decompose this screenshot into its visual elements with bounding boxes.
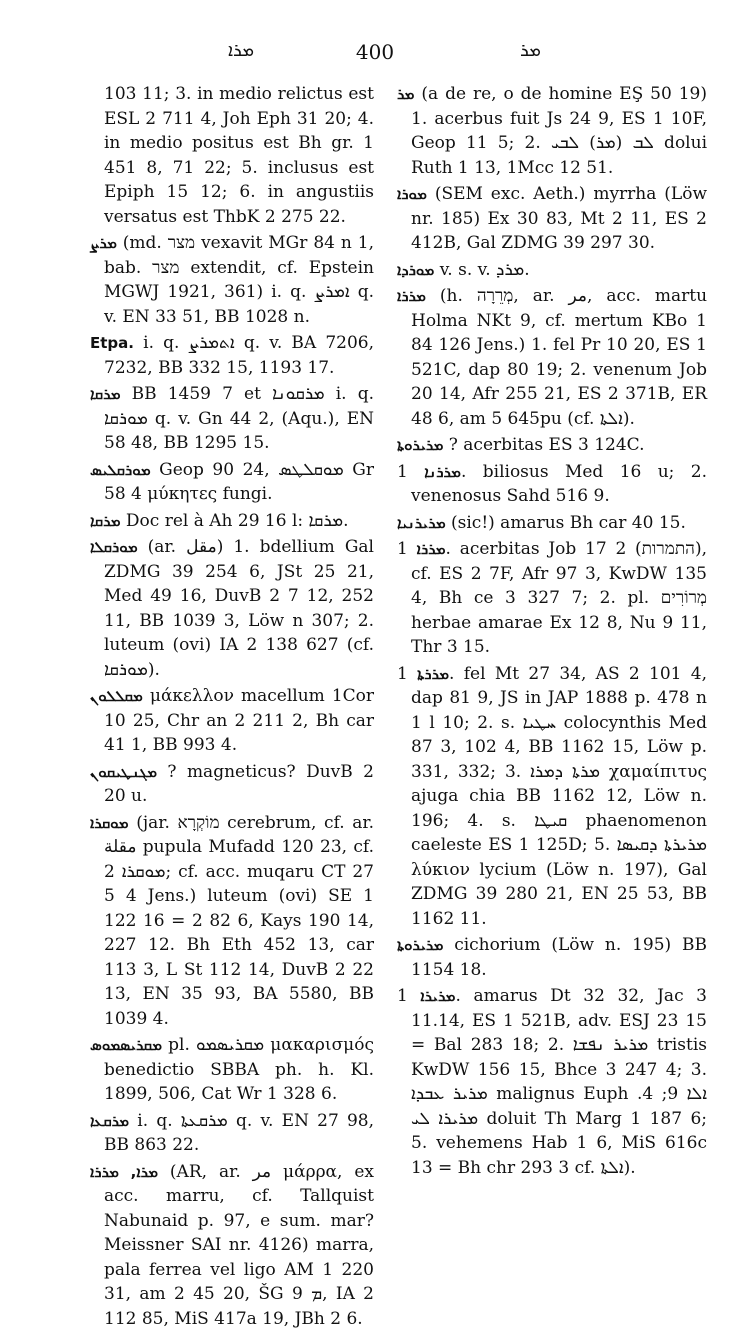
entry-headword: ܡܪܩܐ	[90, 512, 121, 530]
dictionary-entry	[397, 82, 707, 180]
page-header	[0, 40, 750, 70]
entry-headword: ܡܪܪܬܐ	[417, 665, 449, 683]
entry-text: 103 11; 3. in medio relictus est ESL 2 711 4, Joh Eph 31 20; 4. in medio positus est Bh gr. 1 451 8, 71 22; 5. inclusus est Epiph 15 12; 6. in angustiis versatus est ThbK 2 275 22.	[104, 84, 374, 227]
entry-headword: ܡܪܝܪܘܬܐ	[397, 936, 443, 954]
dictionary-entry	[397, 511, 707, 536]
entry-text: μάκελλον macellum 1Cor 10 25, Chr an 2 211 2, Bh car 41 1, BB 993 4.	[104, 686, 374, 755]
entry-headword: ܡܘܩܪܐ	[90, 814, 129, 832]
entry-headword: ܡܪܩܐ	[90, 385, 121, 403]
entry-text: Doc rel à Ah 29 16 l: ܡܪܩܐ.	[126, 511, 349, 531]
entry-text: cichorium (Löw n. 195) BB 1154 18.	[411, 935, 707, 980]
entry-text: i. q. ܐܬܡܪܨ q. v. BA 7206, 7232, BB 332 15, 1193 17.	[104, 333, 374, 378]
entry-text: (a de re, o de homine EŞ 50 19) 1. acerbus fuit Js 24 9, ES 1 10F, Geop 11 5; 2. ܠܒ (ܡܪ) ܠܒܝ dolui Ruth 1 13, 1Mcc 12 51.	[411, 84, 707, 178]
entry-text: v. s. v. ܡܪܕ.	[440, 260, 530, 280]
dictionary-entry	[397, 984, 707, 1180]
entry-headword: ܡܪܩܥܐ	[90, 1112, 129, 1130]
dictionary-entry	[90, 535, 374, 682]
entry-headword: ܡܘܪܩܠܐ	[90, 538, 138, 556]
entry-text: (AR, ar. مر μάρρα, ex acc. marru, cf. Tallquist Nabunaid p. 97, e sum. mar? Meissner SAI nr. 4126) marra, pala ferrea vel ligo AM 1 220 31, am 2 45 20, ŠG ܡ 9, IA 2 112 85, MiS 417a 19, JBh 2 6.	[104, 1162, 374, 1329]
dictionary-entry	[397, 460, 707, 509]
entry-text: 1. biliosus Med 16 u; 2. venenosus Sahd 516 9.	[397, 462, 707, 507]
entry-headword: ܡܪܐ, ܡܪܪܐ	[90, 1163, 158, 1181]
entry-headword: ܡܪܝܪܐ	[420, 987, 455, 1005]
entry-text: (jar. מוֹקְרָא cerebrum, cf. ar. مقلة pupula Mufadd 120 23, cf. ܡܘܩܪܐ 2; cf. acc. muqaru CT 27 5 4 Jens.) luteum (ovi) SE 1 122 16 = 2 82 6, Kays 190 14, 227 12. Bh Eth 452 13, car 113 3, L St 112 14, DuvB 2 22 13, EN 35 93, BA 5580, BB 1039 4.	[104, 813, 374, 1029]
entry-text: i. q. ܡܪܩܥܬܐ q. v. EN 27 98, BB 863 22.	[104, 1111, 374, 1156]
entry-headword: ܡܘܪܩܠܝܣ	[90, 461, 151, 479]
entry-text: 1. fel Mt 27 34, AS 2 101 4, dap 81 9, JS in JAP 1888 p. 478 n 1 l 10; 2. s. ܚܛܝܐ colocynthis Med 87 3, 102 4, BB 1162 15, Löw p. 331, 332; 3. ܡܪܬܐ ܕܡܪܐ χαμαίπιτυς ajuga chia BB 1162 12, Löw n. 196; 4. s. ܩܝܛܐ phaenomenon caeleste ES 1 125D; 5. ܡܪܝܪܬܐ ܕܩܝܣܐ λύκιον lycium (Löw n. 197), Gal ZDMG 39 280 21, EN 25 53, BB 1162 11.	[397, 664, 707, 929]
dictionary-entry	[90, 684, 374, 758]
entry-text: Geop 90 24, ܡܘܩܠܛܣ Gr 58 4 μύκητες fungi.	[104, 460, 374, 505]
dictionary-entry	[90, 509, 374, 534]
dictionary-entry	[90, 458, 374, 507]
entry-text: 1. amarus Dt 32 32, Jac 3 11.14, ES 1 521B, adv. ESJ 23 15 = Bal 283 18; 2. ܡܪܝܪ ܢܦܫܐ tristis KwDW 156 15, Bhce 3 247 4; 3. ܡܪܝܪ ܥܒܕܐ malignus Euph ܐܠܐ 9; 4. ܡܪܝܪܐ ܠܝ doluit Th Marg 1 187 6; 5. vehemens Hab 1 6, MiS 616c 13 = Bh chr 293 3 cf. ܐܠܬܐ).	[397, 986, 707, 1178]
entry-headword: ܡܘܪܕܐ	[397, 261, 434, 279]
dictionary-entry	[90, 1033, 374, 1107]
dictionary-entry	[397, 537, 707, 660]
entry-headword: ܡܩܠܠܘܢ	[90, 687, 143, 705]
entry-headword: ܡܪܪܐ	[417, 540, 446, 558]
left-column	[90, 82, 374, 1202]
running-head-left: ܡܪܐ	[228, 40, 254, 61]
dictionary-entry	[90, 231, 374, 329]
dictionary-entry	[90, 760, 374, 809]
dictionary-entry	[90, 82, 374, 229]
entry-text: (h. מְרֵרָה, ar. مر, acc. martu Holma NKt 9, cf. mertum KBo 1 84 126 Jens.) 1. fel Pr 10 20, ES 1 521C, dap 80 19; 2. venenum Job 20 14, Afr 255 21, ES 2 371B, ER 48 6, am 5 645pu (cf. ܐܠܬܐ).	[411, 286, 707, 429]
entry-headword: ܡܓܢܛܝܩܘܢ	[90, 763, 157, 781]
entry-headword: ܡܪ	[397, 85, 414, 103]
dictionary-entry	[397, 182, 707, 256]
entry-headword: ܡܪܪܢܐ	[424, 463, 461, 481]
dictionary-entry	[397, 258, 707, 283]
entry-text: (sic!) amarus Bh car 40 15.	[451, 513, 686, 533]
entry-text: 1. acerbitas Job 17 2 (התמרות), cf. ES 2 7F, Afr 97 3, KwDW 135 4, Bh ce 3 327 7; 2. pl. מְרוֹרִים herbae amarae Ex 12 8, Nu 9 11, Thr 3 15.	[397, 539, 707, 657]
dictionary-entry	[90, 811, 374, 1032]
entry-headword: ܡܘܪܐ	[397, 185, 427, 203]
entry-headword: Etpa.	[90, 334, 134, 352]
page-number: 400	[0, 40, 750, 64]
running-head-right: ܡܪ	[520, 40, 541, 61]
entry-headword: ܡܩܪܝܣܡܘܣ	[90, 1036, 162, 1054]
entry-headword: ܡܪܪܐ	[397, 287, 426, 305]
entry-text: (md. מצר vexavit MGr 84 n 1, bab. מצר extendit, cf. Epstein MGWJ 1921, 361) i. q. ܐܡܪܨ q. v. EN 33 51, BB 1028 n.	[104, 233, 374, 327]
dictionary-entry	[90, 331, 374, 380]
entry-text: BB 1459 7 et ܡܪܩܘܢܐ i. q. ܡܘܪܩܐ q. v. Gn 44 2, (Aqu.), EN 58 48, BB 1295 15.	[104, 384, 374, 453]
dictionary-entry	[397, 933, 707, 982]
entry-text: (SEM exc. Aeth.) myrrha (Löw nr. 185) Ex 30 83, Mt 2 11, ES 2 412B, Gal ZDMG 39 297 30.	[411, 184, 707, 253]
entry-headword: ܡܪܝܪܘܬܐ	[397, 436, 443, 454]
dictionary-entry	[397, 662, 707, 932]
dictionary-entry	[90, 1160, 374, 1331]
right-column	[397, 82, 707, 1202]
entry-headword: ܡܪܨ	[90, 234, 117, 252]
entry-text: ? magneticus? DuvB 2 20 u.	[104, 762, 374, 807]
entry-text: pl. ܡܩܪܝܣܡܘ μακαρισμός benedictio SBBA ph. h. Kl. 1899, 506, Cat Wr 1 328 6.	[104, 1035, 374, 1104]
dictionary-entry	[397, 284, 707, 431]
entry-headword: ܡܪܝܪܢܝܐ	[397, 514, 446, 532]
dictionary-entry	[90, 382, 374, 456]
entry-text: ? acerbitas ES 3 124C.	[449, 435, 645, 455]
entry-text: (ar. مقل) 1. bdellium Gal ZDMG 39 254 6, JSt 25 21, Med 49 16, DuvB 2 7 12, 252 11, BB 1039 3, Löw n 307; 2. luteum (ovi) IA 2 138 627 (cf. ܡܘܪܩܐ).	[104, 537, 374, 680]
dictionary-entry	[90, 1109, 374, 1158]
dictionary-entry	[397, 433, 707, 458]
